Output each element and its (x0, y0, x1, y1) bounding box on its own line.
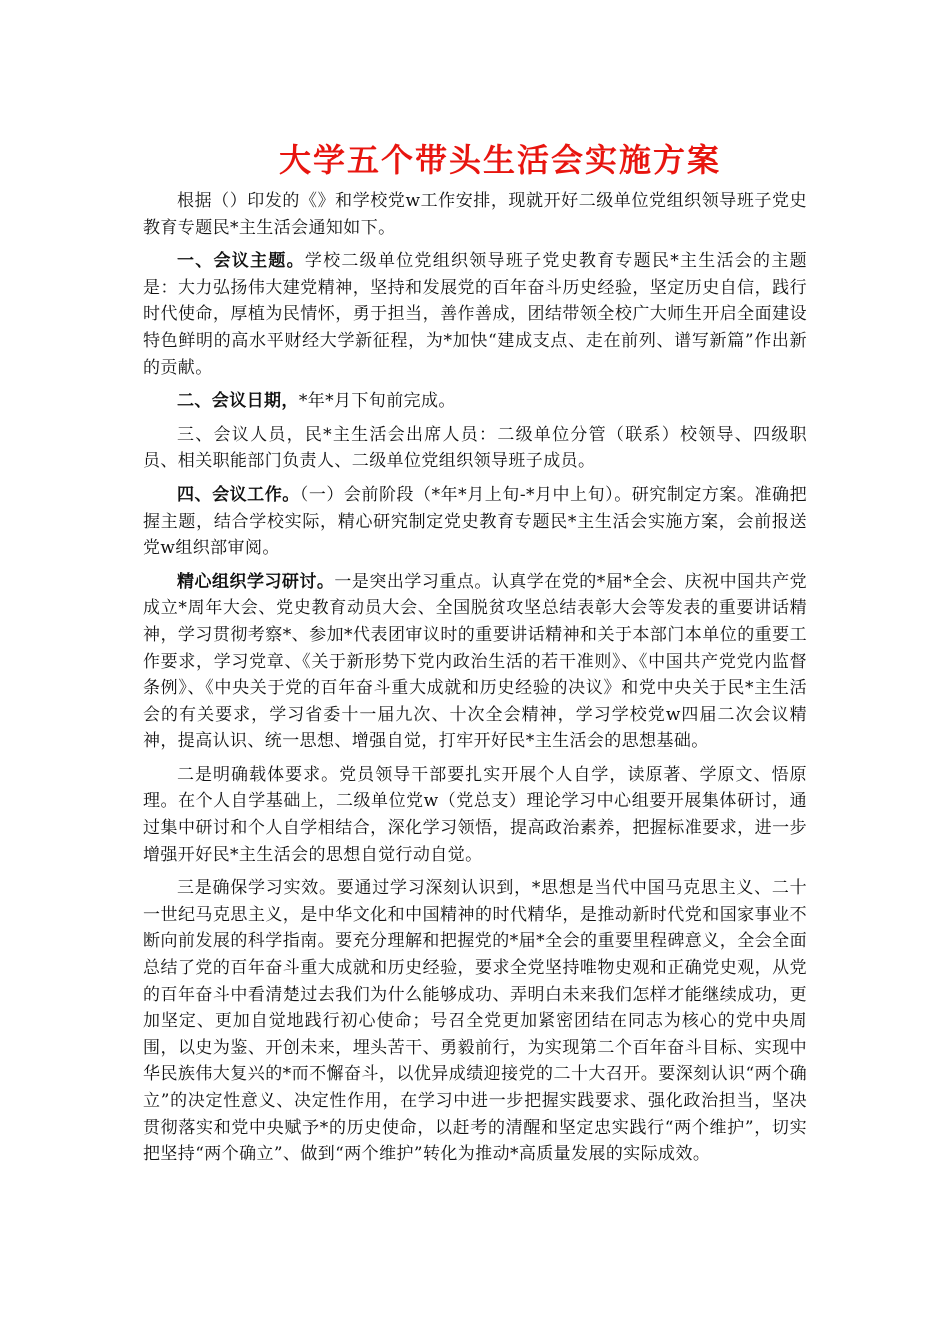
paragraph-lead: 精心组织学习研讨。 (177, 571, 335, 592)
paragraph-text: （一）会前阶段（*年*月上旬-*月中上旬）。研究制定方案。准确把握主题，结合学校实际，精心研究制定党史教育专题民*主生活会实施方案，会前报送党w组织部审阅。 (143, 484, 807, 559)
document-body (143, 188, 807, 1175)
paragraph-text: *年*月下旬前完成。 (298, 391, 456, 412)
paragraph-intro (143, 188, 807, 241)
paragraph-lead: 二、会议日期， (177, 391, 299, 412)
paragraph-meeting-date (143, 388, 807, 415)
paragraph-meeting-theme (143, 248, 807, 381)
paragraph-text: 三、会议人员，民*主生活会出席人员：二级单位分管（联系）校领导、四级职员、相关职能部门负责人、二级单位党组织领导班子成员。 (143, 424, 807, 472)
paragraph-text: 二是明确载体要求。党员领导干部要扎实开展个人自学，读原著、学原文、悟原理。在个人自学基础上，二级单位党w（党总支）理论学习中心组要开展集体研讨，通过集中研讨和个人自学相结合，深化学习领悟，提高政治素养，把握标准要求，进一步增强开好民*主生活会的思想自觉行动自觉。 (143, 764, 807, 865)
paragraph-text: 三是确保学习实效。要通过学习深刻认识到，*思想是当代中国马克思主义、二十一世纪马克思主义，是中华文化和中国精神的时代精华，是推动新时代党和国家事业不断向前发展的科学指南。要充分理解和把握党的*届*全会的重要里程碑意义，全会全面总结了党的百年奋斗重大成就和历史经验，要求全党坚持唯物史观和正确党史观，从党的百年奋斗中看清楚过去我们为什么能够成功、弄明白未来我们怎样才能继续成功，更加坚定、更加自觉地践行初心使命；号召全党更加紧密团结在同志为核心的党中央周围，以史为鉴、开创未来，埋头苦干、勇毅前行，为实现第二个百年奋斗目标、实现中华民族伟大复兴的*而不懈奋斗，以优异成绩迎接党的二十大召开。要深刻认识“两个确立”的决定性意义、决定性作用，在学习中进一步把握实践要求、强化政治担当，坚决贯彻落实和党中央赋予*的历史使命，以赶考的清醒和坚定忠实践行“两个维护”，切实把坚持“两个确立”、做到“两个维护”转化为推动*高质量发展的实际成效。 (143, 878, 807, 1165)
paragraph-text: 根据（）印发的《》和学校党w工作安排，现就开好二级单位党组织领导班子党史教育专题民*主生活会通知如下。 (143, 191, 807, 238)
paragraph-lead: 一、会议主题。 (177, 251, 305, 272)
document-title: 大学五个带头生活会实施方案 (278, 141, 721, 179)
paragraph-text: 学校二级单位党组织领导班子党史教育专题民*主生活会的主题是：大力弘扬伟大建党精神，坚持和发展党的百年奋斗历史经验，坚定历史自信，践行时代使命，厚植为民情怀，勇于担当，善作善成，团结带领全校广大师生开启全面建设特色鲜明的高水平财经大学新征程，为*加快“建成支点、走在前列、谱写新篇”作出新的贡献。 (143, 251, 807, 378)
paragraph-study-seminar (143, 569, 807, 755)
paragraph-meeting-attendees (143, 422, 807, 475)
paragraph-meeting-work (143, 482, 807, 562)
paragraph-carrier-requirements (143, 762, 807, 868)
paragraph-lead: 四、会议工作。 (177, 484, 300, 505)
paragraph-study-effectiveness (143, 875, 807, 1168)
paragraph-text: 一是突出学习重点。认真学在党的*届*全会、庆祝中国共产党成立*周年大会、党史教育动员大会、全国脱贫攻坚总结表彰大会等发表的重要讲话精神，学习贯彻考察*、参加*代表团审议时的重要讲话精神和关于本部门本单位的重要工作要求，学习党章、《关于新形势下党内政治生活的若干准则》、《中国共产党党内监督条例》、《中央关于党的百年奋斗重大成就和历史经验的决议》和党中央关于民*主生活会的有关要求，学习省委十一届九次、十次全会精神，学习学校党w四届二次会议精神，提高认识、统一思想、增强自觉，打牢开好民*主生活会的思想基础。 (143, 571, 807, 752)
